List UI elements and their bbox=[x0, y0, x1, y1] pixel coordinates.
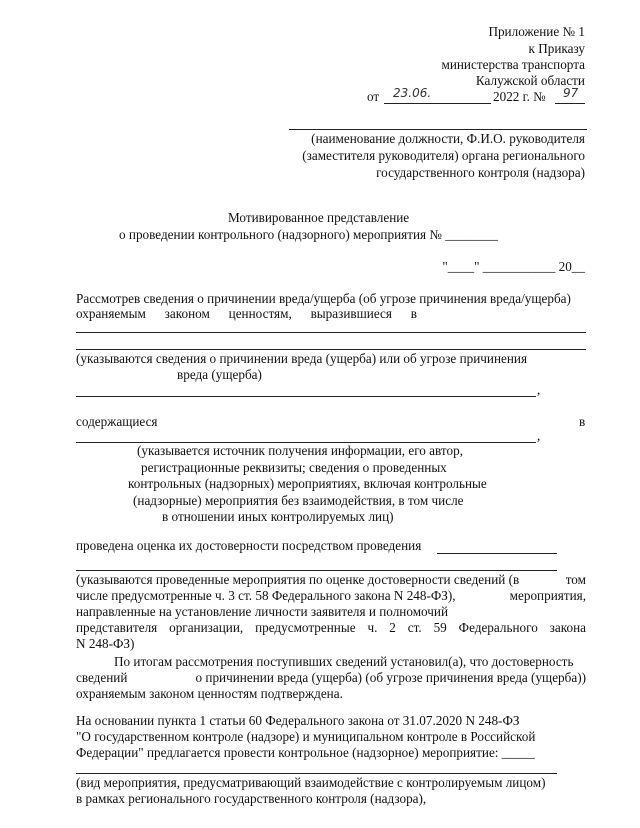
basis-line3: Федерации" предлагается провести контрольное (надзорное) мероприятие: _____ bbox=[76, 745, 535, 760]
hint2-line2: регистрационные реквизиты; сведения о проведенных bbox=[141, 460, 447, 475]
addressee-line1: (наименование должности, Ф.И.О. руководителя bbox=[311, 131, 585, 146]
header-order: к Приказу bbox=[528, 41, 585, 56]
hint3-line5: N 248-ФЗ) bbox=[76, 636, 135, 651]
hint3-line3: направленные на установление личности заявителя и полномочий bbox=[76, 604, 449, 619]
hint2-line4: (надзорные) мероприятия без взаимодействия, в том числе bbox=[133, 493, 464, 508]
document-subtitle: о проведении контрольного (надзорного) мероприятия № ________ bbox=[119, 227, 499, 242]
blank-line-3 bbox=[76, 396, 536, 397]
p1-line2 bbox=[76, 306, 417, 322]
hint1-line1: (указываются сведения о причинении вреда (ущерба) или об угрозе причинения bbox=[76, 351, 528, 366]
document-title: Мотивированное представление bbox=[228, 210, 410, 225]
comma-2: , bbox=[537, 428, 541, 443]
blank-line-2 bbox=[76, 349, 586, 350]
handwritten-number: 97 bbox=[563, 86, 579, 100]
hint1-line2: вреда (ущерба) bbox=[177, 367, 262, 382]
p1-line1: Рассмотрев сведения о причинении вреда/ущерба (об угрозе причинения вреда/ущерба) bbox=[76, 291, 571, 306]
contained-word: содержащиеся bbox=[76, 414, 158, 429]
addressee-blank bbox=[289, 129, 587, 130]
hint3-line1 bbox=[76, 572, 586, 588]
text: том bbox=[565, 572, 586, 587]
text: мероприятия, bbox=[509, 588, 586, 603]
word: выразившиеся bbox=[310, 306, 392, 321]
date-underline bbox=[384, 103, 491, 104]
addressee-line3: государственного контроля (надзора) bbox=[376, 165, 585, 180]
text: (указываются проведенные мероприятия по оценке достоверности сведений (в bbox=[76, 572, 520, 587]
word: в bbox=[410, 306, 417, 321]
hint4-line1: (вид мероприятия, предусматривающий взаимодействие с контролируемым лицом) bbox=[76, 775, 546, 790]
basis-line2: "О государственном контроле (надзоре) и муниципальном контроле в Российской bbox=[76, 729, 536, 744]
comma-1: , bbox=[537, 382, 541, 397]
blank-line-6 bbox=[76, 773, 557, 774]
word: ценностям, bbox=[228, 306, 292, 321]
header-appendix: Приложение № 1 bbox=[488, 24, 585, 39]
blank-line-1 bbox=[76, 332, 586, 333]
hint2-line5: в отношении иных контролируемых лиц) bbox=[162, 509, 394, 524]
date-suffix: 2022 г. № bbox=[493, 89, 546, 104]
text: числе предусмотренные ч. 3 ст. 58 Федерального закона N 248-ФЗ), bbox=[76, 588, 456, 603]
contained-in: в bbox=[579, 414, 586, 429]
assessment-blank bbox=[437, 553, 557, 554]
word: охраняемым bbox=[76, 306, 146, 321]
hint2-line3: контрольных (надзорных) мероприятиях, включая контрольные bbox=[128, 476, 487, 491]
addressee-line2: (заместителя руководителя) органа регионального bbox=[302, 148, 585, 163]
hint2-line1: (указывается источник получения информации, его автор, bbox=[137, 443, 464, 458]
blank-line-5 bbox=[76, 570, 557, 571]
result-line2 bbox=[76, 670, 586, 686]
assessment-text: проведена оценка их достоверности посредством проведения bbox=[76, 538, 422, 553]
result-line3: охраняемым законом ценностям подтверждена. bbox=[76, 686, 343, 701]
date-prefix: от bbox=[367, 89, 380, 104]
hint4-line2: в рамках регионального государственного контроля (надзора), bbox=[76, 791, 427, 806]
text: о причинении вреда (ущерба) (об угрозе причинения вреда (ущерба)) bbox=[195, 670, 586, 685]
hint3-line4: представителя организации, предусмотренные ч. 2 ст. 59 Федерального закона bbox=[76, 620, 586, 635]
result-line1: По итогам рассмотрения поступивших сведений установил(а), что достоверность bbox=[114, 654, 574, 669]
number-underline bbox=[555, 103, 585, 104]
handwritten-date: 23.06. bbox=[393, 86, 432, 100]
date-blank-line: "____" ___________ 20__ bbox=[442, 259, 585, 274]
header-region: Калужской области bbox=[475, 73, 585, 88]
hint3-line2 bbox=[76, 588, 586, 604]
basis-line1: На основании пункта 1 статьи 60 Федерального закона от 31.07.2020 N 248-ФЗ bbox=[76, 713, 520, 728]
header-ministry: министерства транспорта bbox=[441, 57, 585, 72]
word: законом bbox=[164, 306, 210, 321]
text: сведений bbox=[76, 670, 128, 685]
